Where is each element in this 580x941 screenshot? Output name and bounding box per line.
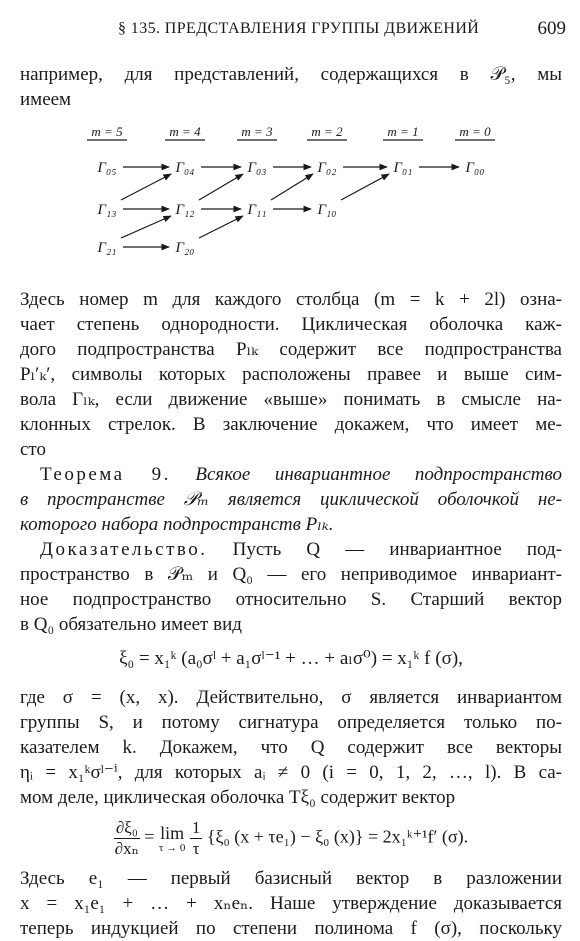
gamma-0-5: Γ₀₀ [465,160,485,176]
para2-line-1: где σ = (x, x). Действительно, σ является инвариантом [20,687,562,708]
para1-line-5: вола Γₗₖ, если движение «выше» понимать в смысле на- [20,389,562,410]
gamma-0-3: Γ₀₂ [317,160,337,176]
para2-line-5: мом деле, циклическая оболочка Tξ₀ содержит вектор [20,787,456,808]
page-number: 609 [537,18,566,39]
theorem-line-3: которого набора подпространств Pₗₖ. [20,514,334,535]
gamma-1-1: Γ₁₂ [175,202,195,218]
para2-line-3: казателем k. Докажем, что Q содержит все векторы [20,737,562,758]
one-over-tau: $\frac{1}{\tau}$ [191,818,201,858]
theorem-text-1: Всякое инвариантное подпространство [195,464,562,485]
para3-line-1: Здесь e₁ — первый базисный вектор в разложении [20,868,562,889]
gamma-0-0: Γ₀₅ [97,160,117,176]
limit-operator: lim τ → 0 [158,822,186,854]
proof-label: Доказательство. [40,539,208,560]
para2-line-2: группы S, и потому сигнатура определяется только по- [20,712,562,733]
formula-highest-vector: ξ₀ = x₁ᵏ (a₀σˡ + a₁σˡ⁻¹ + … + aₗσ⁰) = x₁ᵏ f (σ), [119,648,463,669]
column-header-5: m = 0 [459,124,491,139]
diagram-arrow [341,174,389,200]
column-header-0: m = 5 [91,124,123,139]
diagram-arrow [199,216,243,238]
gamma-0-4: Γ₀₁ [393,160,413,176]
derivative-fraction: $\frac{\text{∂ξ₀}}{\text{∂xₙ}}$ [114,818,139,858]
gamma-0-1: Γ₀₄ [175,160,195,176]
proof-line-2: пространство в 𝒫ₘ и Q₀ — его неприводимое инвариант- [20,564,562,585]
diagram-arrow [271,174,313,200]
gamma-1-3: Γ₁₀ [317,202,337,218]
theorem-label: Теорема 9. [40,464,171,485]
derivative-body: {ξ₀ (x + τe₁) − ξ₀ (x)} = 2x₁ᵏ⁺¹f′ (σ). [206,826,469,847]
gamma-0-2: Γ₀₃ [247,160,267,176]
para1-line-1: Здесь номер m для каждого столбца (m = k + 2l) озна- [20,289,562,310]
proof-line-1 [20,537,562,562]
column-header-4: m = 1 [387,124,419,139]
para1-line-2: чает степень однородности. Циклическая оболочка каж- [20,314,562,335]
para1-line-7: сто [20,439,46,460]
column-header-2: m = 3 [241,124,273,139]
formula-derivative: $\frac{\text{∂ξ₀}}{\text{∂xₙ}}$ = lim τ → 0 $\frac{1}{\tau}$ {ξ₀ (x + τe₁) − ξ₀ (x)} = 2x₁ᵏ⁺¹f′ (σ). [114,818,469,858]
proof-text-1: Пусть Q — инвариантное под- [232,539,563,560]
page-header [0,8,580,38]
para3-line-3: теперь индукцией по степени полинома f (σ), поскольку [20,918,562,939]
proof-line-3: ное подпространство относительно S. Старший вектор [20,589,562,610]
gamma-2-0: Γ₂₁ [97,240,117,256]
para1-line-3: дого подпространства Pₗₖ содержит все подпространства [20,339,562,360]
running-title: § 135. ПРЕДСТАВЛЕНИЯ ГРУППЫ ДВИЖЕНИЙ [118,20,480,37]
intro-line-2: имеем [20,89,72,110]
para3-line-2: x = x₁e₁ + … + xₙeₙ. Наше утверждение доказывается [20,893,562,914]
theorem-line-2: в пространстве 𝒫ₘ является циклической оболочкой не- [20,489,562,510]
proof-line-4: в Q₀ обязательно имеет вид [20,614,242,635]
gamma-2-1: Γ₂₀ [175,240,195,256]
column-header-3: m = 2 [311,124,343,139]
column-header-1: m = 4 [169,124,201,139]
diagram-arrow [121,174,171,200]
gamma-1-0: Γ₁₃ [97,202,117,218]
intro-line-1: например, для представлений, содержащихся в 𝒫₅, мы [20,64,562,85]
theorem-line-1 [20,462,562,487]
diagram-arrow [199,174,243,200]
diagram-arrow [121,216,171,238]
para1-line-6: клонных стрелок. В заключение докажем, что имеет ме- [20,414,562,435]
representation-diagram [85,122,505,272]
para2-line-4: ηᵢ = x₁ᵏσˡ⁻ⁱ, для которых aᵢ ≠ 0 (i = 0, 1, 2, …, l). В са- [20,762,562,783]
gamma-1-2: Γ₁₁ [247,202,267,218]
para1-line-4: Pₗ′ₖ′, символы которых расположены правее и выше сим- [20,364,562,385]
